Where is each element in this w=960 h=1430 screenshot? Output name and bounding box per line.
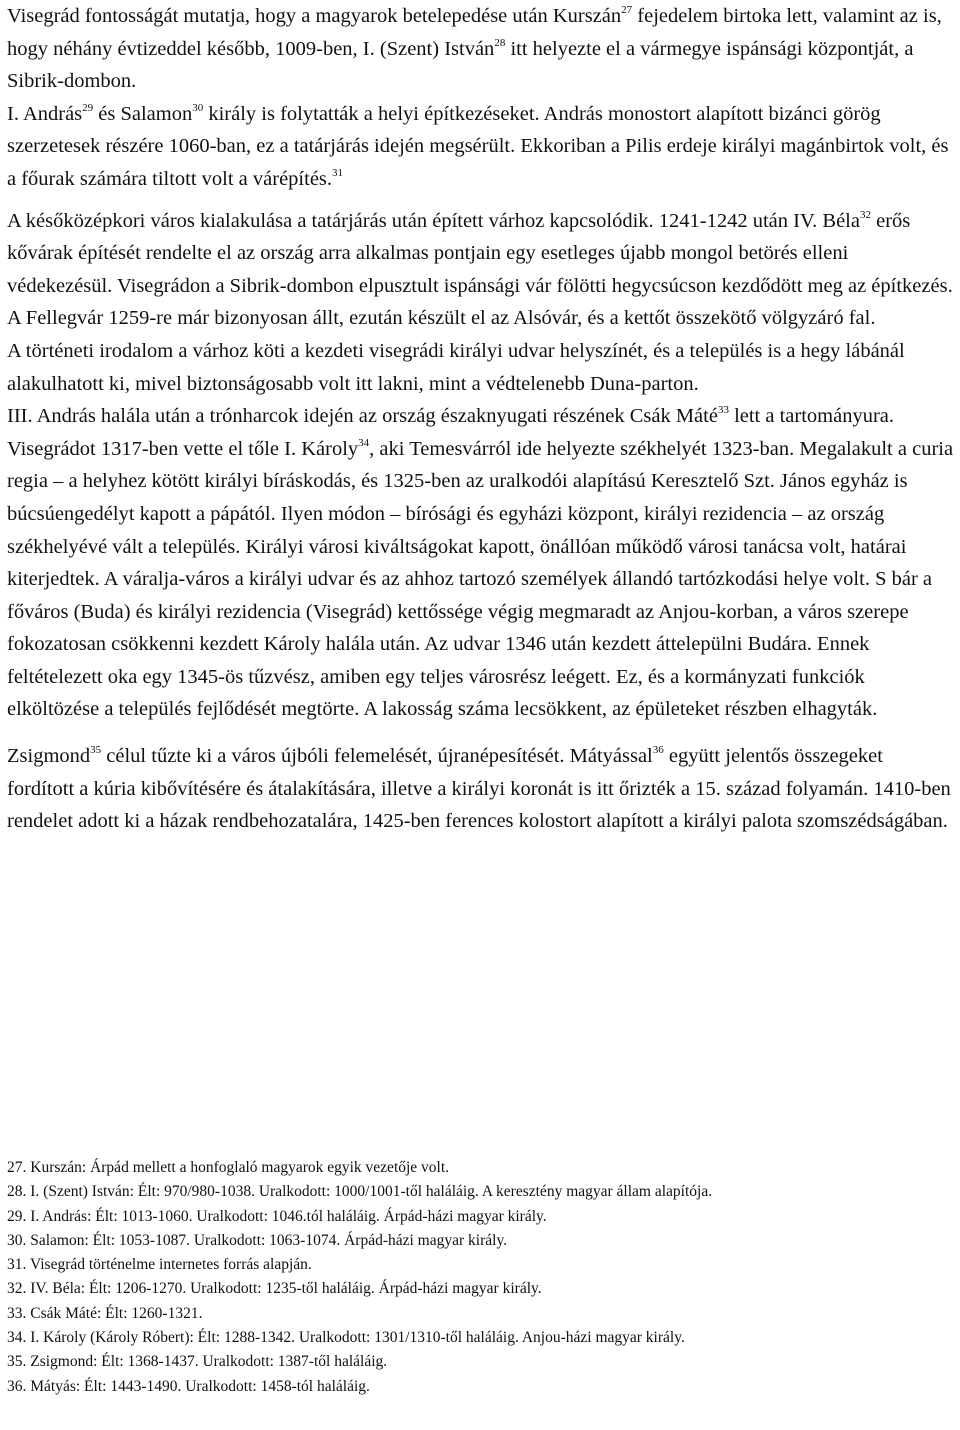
footnote: 30. Salamon: Élt: 1053-1087. Uralkodott: 1063-1074. Árpád-házi magyar király.: [7, 1231, 508, 1249]
text-run: célul tűzte ki a város újbóli felemelését, újranépesítését. Mátyással: [101, 745, 653, 768]
footnote-ref: 30: [192, 101, 204, 114]
text-run: és Salamon: [93, 102, 193, 125]
footnote: 28. I. (Szent) István: Élt: 970/980-1038. Uralkodott: 1000/1001-től haláláig. A keresztény magyar állam alapítója.: [7, 1183, 713, 1201]
footnote: 33. Csák Máté: Élt: 1260-1321.: [7, 1304, 203, 1322]
text-run: fejedelem birtoka lett, valamint az is, hogy néhány évtizeddel később, 1009-ben, I. (Szent) István: [7, 5, 942, 60]
footnote-ref: 28: [494, 36, 506, 49]
footnote-ref: 32: [859, 208, 871, 221]
footnote-ref: 33: [717, 404, 729, 417]
text-run: Zsigmond: [7, 745, 91, 768]
footnote-ref: 29: [82, 101, 94, 114]
footnote: 29. I. András: Élt: 1013-1060. Uralkodott: 1046.tól haláláig. Árpád-házi magyar király.: [7, 1207, 547, 1225]
paragraph: [7, 98, 955, 196]
footnote-ref: 31: [332, 167, 344, 180]
text-run: király is folytatták a helyi építkezéseket. András monostort alapított bizánci görög szerzetesek részére 1060-ban, ez a tatárjárás idején megsérült. Ekkoriban a Pilis erdeje királyi magánbirtok volt, és a főurak számára tiltott volt a várépítés.: [7, 102, 949, 190]
text-run: lett a tartományura. Visegrádot 1317-ben vette el tőle I. Károly: [7, 405, 895, 460]
paragraph: [7, 205, 955, 335]
text-run: , aki Temesvárról ide helyezte székhelyét 1323-ban. Megalakult a curia regia – a helyhez kötött királyi bíráskodás, és 1325-ben az uralkodói alapítású Keresztelő Szt. János egyház is búcsúengedélyt kapott a pápától. Ilyen módon – bírósági és egyházi központ, királyi rezidencia – az ország székhelyévé vált a település. Királyi városi kiváltságokat kapott, önállóan működő városi tanácsa volt, határai kiterjedtek. A váralja-város a királyi udvar és az ahhoz tartozó személyek állandó tartózkodási helye volt. S bár a főváros (Buda) és királyi rezidencia (Visegrád) kettőssége végig megmaradt az Anjou-korban, a város szerepe fokozatosan csökkenni kezdett Károly halála után. Az udvar 1346 után kezdett áttelepülni Budára. Ennek feltételezett oka egy 1345-ös tűzvész, amiben egy teljes városrész leégett. Ez, és a kormányzati funkciók elköltözése a település fejlődését megtörte. A lakosság száma lecsökkent, az épületeket részben elhagyták.: [7, 437, 954, 721]
footnote-ref: 36: [652, 744, 664, 757]
footnote: 27. Kurszán: Árpád mellett a honfoglaló magyarok egyik vezetője volt.: [7, 1159, 450, 1176]
text-run: erős kővárak építését rendelte el az ország arra alkalmas pontjain egy esetleges újabb mongol betörés elleni védekezésül. Visegrádon a Sibrik-dombon elpusztult ispánsági vár fölötti hegycsúcson kezdődött meg az építkezés. A Fellegvár 1259-re már bizonyosan állt, ezután készült el az Alsóvár, és a kettőt összekötő völgyzáró fal.: [7, 209, 953, 330]
footnote-ref: 27: [621, 4, 633, 17]
footnote-ref: 35: [90, 744, 102, 757]
paragraph: [7, 0, 955, 98]
footnote: 32. IV. Béla: Élt: 1206-1270. Uralkodott: 1235-től haláláig. Árpád-házi magyar király.: [7, 1280, 542, 1298]
text-run: A későközépkori város kialakulása a tatárjárás után épített várhoz kapcsolódik. 1241-1242 után IV. Béla: [7, 209, 860, 232]
paragraph: [7, 400, 955, 726]
paragraph: [7, 335, 955, 400]
text-run: együtt jelentős összegeket fordított a kúria kibővítésére és átalakítására, illetve a királyi koronát is itt őrizték a 15. század folyamán. 1410-ben rendelet adott ki a házak rendbehozatalára, 1425-ben ferences kolostort alapított a királyi palota szomszédságában.: [7, 745, 951, 833]
paragraph: [7, 740, 955, 838]
footnote: 34. I. Károly (Károly Róbert): Élt: 1288-1342. Uralkodott: 1301/1310-től haláláig. Anjou-házi magyar király.: [7, 1329, 685, 1347]
footnote-ref: 34: [358, 436, 370, 449]
text-run: III. András halála után a trónharcok idején az ország északnyugati részének Csák Máté: [7, 405, 718, 428]
text-run: A történeti irodalom a várhoz köti a kezdeti visegrádi királyi udvar helyszínét, és a település is a hegy lábánál alakulhatott ki, mivel biztonságosabb volt itt lakni, mint a védtelenebb Duna-parton.: [7, 339, 905, 395]
text-run: I. András: [7, 102, 83, 125]
footnote: 35. Zsigmond: Élt: 1368-1437. Uralkodott: 1387-től haláláig.: [7, 1353, 388, 1371]
text-run: Visegrád fontosságát mutatja, hogy a magyarok betelepedése után Kurszán: [7, 5, 622, 27]
footnote: 31. Visegrád történelme internetes forrás alapján.: [7, 1256, 312, 1274]
footnote: 36. Mátyás: Élt: 1443-1490. Uralkodott: 1458-tól haláláig.: [7, 1377, 370, 1395]
footnotes: [7, 1156, 957, 1399]
text-run: itt helyezte el a vármegye ispánsági központját, a Sibrik-dombon.: [7, 37, 914, 93]
document-body: [7, 0, 955, 838]
